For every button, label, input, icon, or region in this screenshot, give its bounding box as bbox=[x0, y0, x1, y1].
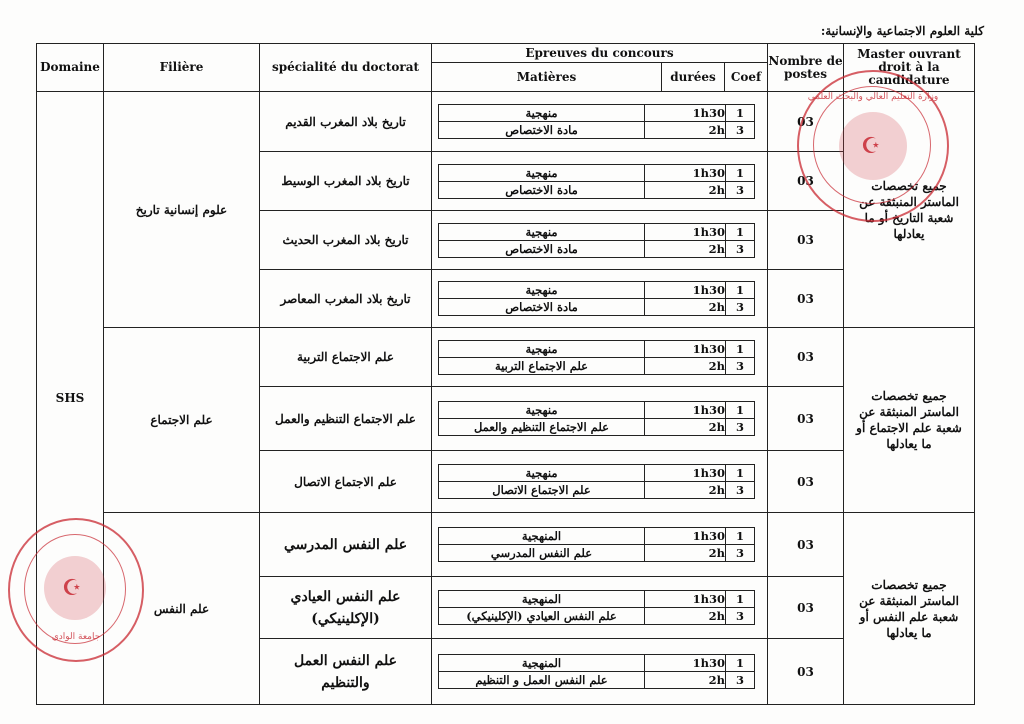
exam-duration: 2h bbox=[645, 672, 726, 689]
specialite-cell: علم الاجتماع التنظيم والعمل bbox=[260, 387, 432, 451]
exam-cell bbox=[432, 577, 768, 639]
exam-subject: علم النفس العمل و التنظيم bbox=[439, 672, 645, 689]
exam-cell bbox=[432, 270, 768, 328]
exam-coef: 3 bbox=[726, 419, 755, 436]
exam-duration: 2h bbox=[645, 122, 726, 139]
exam-duration: 1h30 bbox=[645, 655, 726, 672]
specialite-cell: تاريخ بلاد المغرب الحديث bbox=[260, 211, 432, 270]
exam-duration: 1h30 bbox=[645, 223, 726, 240]
exam-duration: 2h bbox=[645, 419, 726, 436]
exam-subject: منهجية bbox=[439, 164, 645, 181]
postes-cell: 03 bbox=[768, 451, 844, 513]
exam-coef: 3 bbox=[726, 299, 755, 316]
exam-coef: 1 bbox=[726, 282, 755, 299]
exam-subtable bbox=[438, 281, 755, 316]
header-coef: Coef bbox=[730, 69, 762, 84]
exam-subtable bbox=[438, 401, 755, 436]
specialite-cell: علم النفس المدرسي bbox=[260, 513, 432, 577]
exam-subject: المنهجية bbox=[439, 528, 645, 545]
exam-duration: 1h30 bbox=[645, 105, 726, 122]
postes-cell: 03 bbox=[768, 577, 844, 639]
exam-subtable bbox=[438, 654, 755, 689]
exam-duration: 1h30 bbox=[645, 340, 726, 357]
exam-subject: منهجية bbox=[439, 340, 645, 357]
exam-cell bbox=[432, 451, 768, 513]
exam-subject: منهجية bbox=[439, 282, 645, 299]
exam-cell bbox=[432, 152, 768, 211]
table-row bbox=[37, 328, 975, 387]
table-row bbox=[37, 513, 975, 577]
master-cell: جميع تخصصات الماستر المنبثقة عن شعبة علم النفس أو ما يعادلها bbox=[844, 513, 975, 705]
exam-duration: 2h bbox=[645, 181, 726, 198]
exam-subtable bbox=[438, 340, 755, 375]
exam-coef: 1 bbox=[726, 655, 755, 672]
exam-cell bbox=[432, 639, 768, 705]
specialite-cell: تاريخ بلاد المغرب القديم bbox=[260, 92, 432, 152]
postes-cell: 03 bbox=[768, 92, 844, 152]
exam-subject: علم الاجتماع الاتصال bbox=[439, 482, 645, 499]
header-postes: Nombre de postes bbox=[768, 44, 844, 92]
exam-coef: 3 bbox=[726, 672, 755, 689]
exam-duration: 2h bbox=[645, 357, 726, 374]
exam-duration: 1h30 bbox=[645, 591, 726, 608]
stamp-top-right bbox=[797, 70, 949, 222]
exam-subject: علم الاجتماع التنظيم والعمل bbox=[439, 419, 645, 436]
faculty-title: كلية العلوم الاجتماعية والإنسانية: bbox=[820, 24, 984, 38]
exam-subject: مادة الاختصاص bbox=[439, 122, 645, 139]
crescent-star-icon: ☪ bbox=[861, 134, 881, 159]
exam-subject: منهجية bbox=[439, 402, 645, 419]
exam-subject: منهجية bbox=[439, 223, 645, 240]
filiere-cell: علوم إنسانية تاريخ bbox=[104, 92, 260, 328]
exam-duration: 2h bbox=[645, 482, 726, 499]
exam-coef: 1 bbox=[726, 528, 755, 545]
specialite-cell: علم الاجتماع الاتصال bbox=[260, 451, 432, 513]
postes-cell: 03 bbox=[768, 211, 844, 270]
exam-subject: منهجية bbox=[439, 105, 645, 122]
postes-cell: 03 bbox=[768, 387, 844, 451]
exam-coef: 3 bbox=[726, 545, 755, 562]
exam-coef: 1 bbox=[726, 340, 755, 357]
exam-subtable bbox=[438, 527, 755, 562]
exam-subject: المنهجية bbox=[439, 655, 645, 672]
exam-duration: 2h bbox=[645, 240, 726, 257]
header-matieres: Matières bbox=[432, 63, 662, 91]
exam-duration: 2h bbox=[645, 545, 726, 562]
header-durees: durées bbox=[662, 63, 725, 91]
header-domaine: Domaine bbox=[37, 44, 104, 92]
specialite-cell: تاريخ بلاد المغرب المعاصر bbox=[260, 270, 432, 328]
exam-coef: 1 bbox=[726, 591, 755, 608]
header-master: Master ouvrant droit à la candidature bbox=[844, 44, 975, 92]
exam-duration: 1h30 bbox=[645, 465, 726, 482]
specialite-cell: علم الاجتماع التربية bbox=[260, 328, 432, 387]
exam-subtable bbox=[438, 223, 755, 258]
exam-coef: 1 bbox=[726, 105, 755, 122]
header-filiere: Filière bbox=[104, 44, 260, 92]
exam-subject: مادة الاختصاص bbox=[439, 240, 645, 257]
stamp-bottom-left-text: جامعة الوادي bbox=[51, 632, 101, 642]
exam-subject: منهجية bbox=[439, 465, 645, 482]
master-cell: جميع تخصصات الماستر المنبثقة عن شعبة علم الاجتماع أو ما يعادلها bbox=[844, 328, 975, 513]
exam-coef: 3 bbox=[726, 357, 755, 374]
exam-subtable bbox=[438, 590, 755, 625]
filiere-cell: علم النفس bbox=[104, 513, 260, 705]
header-epreuves-title: Epreuves du concours bbox=[432, 44, 767, 63]
domaine-cell: SHS bbox=[37, 92, 104, 705]
exam-subtable bbox=[438, 104, 755, 139]
crescent-star-icon: ☪ bbox=[62, 576, 82, 601]
exam-subtable bbox=[438, 164, 755, 199]
exam-subject: المنهجية bbox=[439, 591, 645, 608]
stamp-top-right-text: وزارة التعليم العالي والبحث العلمي bbox=[807, 92, 939, 102]
exam-subtable bbox=[438, 464, 755, 499]
postes-cell: 03 bbox=[768, 270, 844, 328]
exam-subject: علم النفس المدرسي bbox=[439, 545, 645, 562]
exam-duration: 1h30 bbox=[645, 402, 726, 419]
exam-cell bbox=[432, 387, 768, 451]
exam-coef: 1 bbox=[726, 223, 755, 240]
specialite-cell: تاريخ بلاد المغرب الوسيط bbox=[260, 152, 432, 211]
exam-coef: 3 bbox=[726, 482, 755, 499]
exam-subject: مادة الاختصاص bbox=[439, 181, 645, 198]
stamp-bottom-left bbox=[8, 518, 144, 662]
exam-coef: 3 bbox=[726, 240, 755, 257]
exam-coef: 1 bbox=[726, 465, 755, 482]
exam-duration: 1h30 bbox=[645, 164, 726, 181]
master-cell: جميع تخصصات الماستر المنبثقة عن شعبة التاريخ أو ما يعادلها bbox=[844, 92, 975, 328]
exam-coef: 3 bbox=[726, 608, 755, 625]
exam-cell bbox=[432, 211, 768, 270]
exam-cell bbox=[432, 513, 768, 577]
filiere-cell: علم الاجتماع bbox=[104, 328, 260, 513]
postes-cell: 03 bbox=[768, 639, 844, 705]
exam-subject: علم النفس العيادي (الإكلينيكي) bbox=[439, 608, 645, 625]
exam-subject: علم الاجتماع التربية bbox=[439, 357, 645, 374]
specialite-cell: علم النفس العمل والتنظيم bbox=[260, 639, 432, 705]
exam-duration: 1h30 bbox=[645, 282, 726, 299]
exam-cell bbox=[432, 92, 768, 152]
header-specialite: spécialité du doctorat bbox=[260, 44, 432, 92]
exam-coef: 3 bbox=[726, 122, 755, 139]
exam-coef: 3 bbox=[726, 181, 755, 198]
specialite-cell: علم النفس العيادي (الإكلينيكي) bbox=[260, 577, 432, 639]
postes-cell: 03 bbox=[768, 513, 844, 577]
exam-duration: 1h30 bbox=[645, 528, 726, 545]
exam-subject: مادة الاختصاص bbox=[439, 299, 645, 316]
postes-cell: 03 bbox=[768, 152, 844, 211]
header-epreuves bbox=[432, 44, 768, 92]
exam-duration: 2h bbox=[645, 608, 726, 625]
exam-coef: 1 bbox=[726, 164, 755, 181]
exam-cell bbox=[432, 328, 768, 387]
exam-coef: 1 bbox=[726, 402, 755, 419]
postes-cell: 03 bbox=[768, 328, 844, 387]
exam-duration: 2h bbox=[645, 299, 726, 316]
